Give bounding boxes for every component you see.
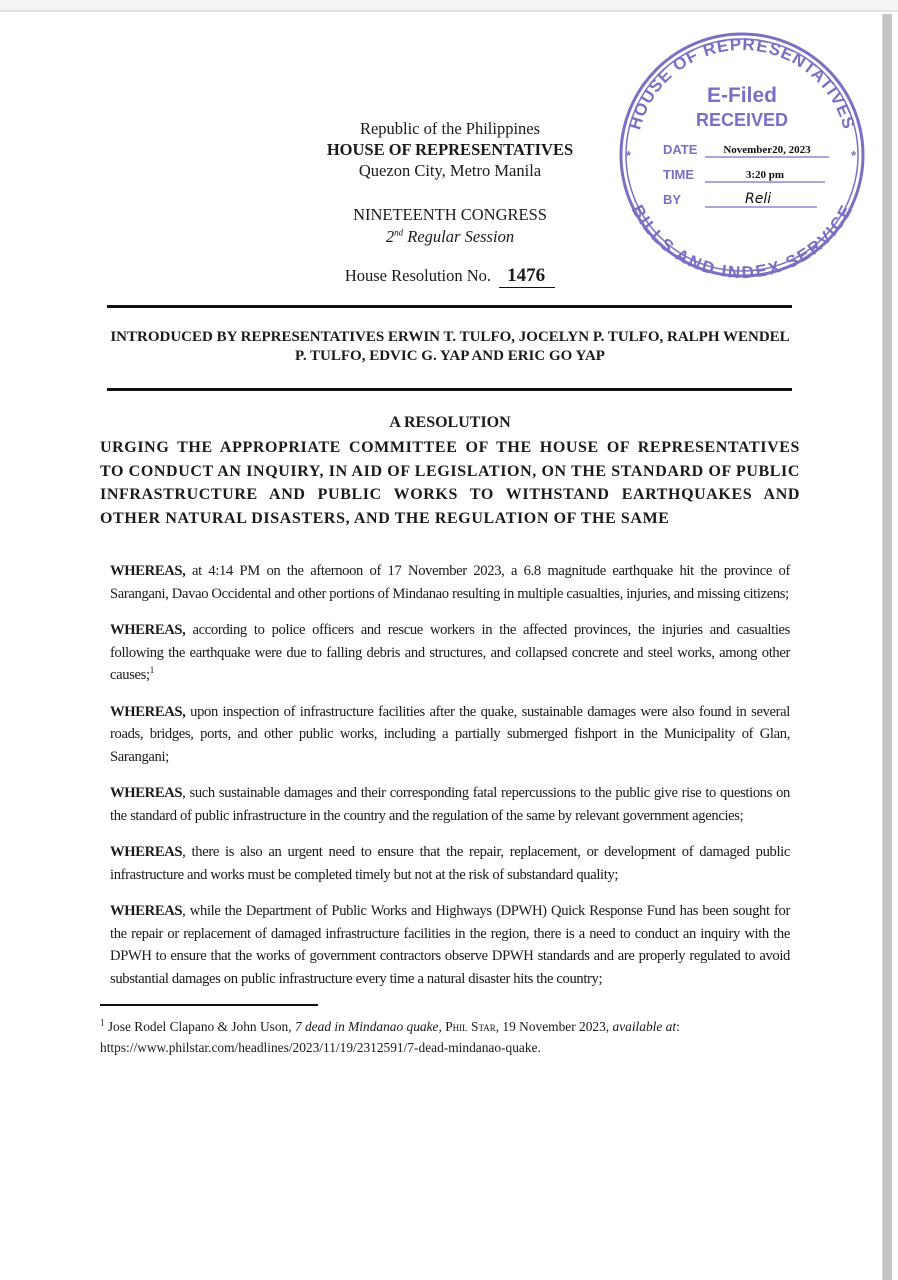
whereas-clause bbox=[110, 900, 790, 990]
republic-line: Republic of the Philippines bbox=[359, 119, 541, 138]
document-head-area bbox=[0, 0, 898, 300]
whereas-text: , such sustainable damages and their corresponding fatal repercussions to the public give rise to questions on the standard of public infrastructure in the country and the regulation of the same by relevant government agencies; bbox=[110, 785, 790, 824]
stamp-date-value: November20, 2023 bbox=[723, 144, 811, 156]
session-suffix: nd bbox=[394, 227, 404, 238]
congress-name: NINETEENTH CONGRESS bbox=[353, 205, 547, 224]
whereas-clause bbox=[110, 619, 790, 687]
received-stamp bbox=[617, 30, 867, 280]
resolution-label: House Resolution No. bbox=[344, 266, 492, 285]
stamp-received: RECEIVED bbox=[695, 110, 789, 130]
session-ordinal: 2 bbox=[385, 227, 395, 246]
whereas-clause bbox=[110, 841, 790, 886]
whereas-lead: WHEREAS bbox=[110, 903, 183, 919]
stamp-bottom-arc-text: BILLS AND INDEX SERVICE bbox=[627, 201, 857, 280]
footnote-number: 1 bbox=[100, 1017, 105, 1028]
whereas-lead: WHEREAS, bbox=[110, 563, 186, 579]
footnote-available: available at bbox=[612, 1018, 677, 1034]
whereas-lead: WHEREAS bbox=[110, 844, 183, 860]
divider-bottom bbox=[107, 388, 792, 391]
introduced-by: INTRODUCED BY REPRESENTATIVES ERWIN T. TULFO, JOCELYN P. TULFO, RALPH WENDEL P. TULFO, EDVIC G. YAP AND ERIC GO YAP bbox=[110, 329, 790, 364]
whereas-clause bbox=[110, 560, 790, 605]
stamp-star-left: * bbox=[626, 148, 632, 163]
footnote-publication: Phil Star bbox=[445, 1018, 496, 1034]
footnote: $^1$ Jose Rodel Clapano & John Uson, 7 dead in Mindanao quake, Phil Star, 19 November 2023, available at: https://www.philstar.com/headlines/2023/11/19/2312591/7-dead-mindanao-quake. bbox=[100, 1017, 680, 1055]
stamp-top-arc-text: HOUSE OF REPRESENTATIVES bbox=[625, 34, 859, 132]
whereas-lead: WHEREAS, bbox=[110, 703, 186, 720]
whereas-text: according to police officers and rescue workers in the affected provinces, the injuries and casualties following the earthquake were due to falling debris and structures, and collapsed concrete and steel works, among other causes; bbox=[110, 622, 790, 683]
footnote-authors: Jose Rodel Clapano & John Uson, bbox=[104, 1018, 295, 1034]
resolution-number: 1476 bbox=[499, 265, 555, 288]
whereas-clauses bbox=[110, 560, 790, 990]
congress-block bbox=[300, 204, 600, 248]
stamp-by-label: BY bbox=[663, 192, 682, 207]
whereas-text: , while the Department of Public Works and Highways (DPWH) Quick Response Fund has been sought for the repair or replacement of damaged infrastructure facilities in the region, there is a need to conduct an inquiry with the DPWH to ensure that the works of government contractors observe DPWH standards and are properly regulated to avoid substantial damages on public infrastructure every time a natural disaster hits the country; bbox=[110, 903, 790, 987]
session-line bbox=[300, 226, 600, 248]
whereas-clause bbox=[110, 782, 790, 827]
whereas-text: at 4:14 PM on the afternoon of 17 November 2023, a 6.8 magnitude earthquake hit the province of Sarangani, Davao Occidental and other portions of Mindanao resulting in multiple casualties, injuries, and missing citizens; bbox=[110, 563, 790, 602]
document-header bbox=[300, 118, 600, 181]
stamp-time-label: TIME bbox=[663, 167, 695, 182]
stamp-date-label: DATE bbox=[663, 142, 698, 157]
footnote-ref[interactable]: 1 bbox=[149, 665, 154, 676]
footnote-article: 7 dead in Mindanao quake bbox=[294, 1018, 439, 1034]
divider-top bbox=[107, 305, 792, 308]
city-line: Quezon City, Metro Manila bbox=[358, 161, 542, 180]
document-body bbox=[0, 305, 898, 1058]
session-text: Regular Session bbox=[403, 227, 515, 246]
whereas-lead: WHEREAS, bbox=[110, 622, 186, 638]
footnote-separator bbox=[100, 1004, 318, 1006]
stamp-star-right: * bbox=[851, 148, 857, 163]
resolution-title: A RESOLUTION bbox=[389, 414, 511, 431]
stamp-efiled: E-Filed bbox=[706, 84, 778, 107]
whereas-lead: WHEREAS bbox=[110, 785, 183, 801]
whereas-text: upon inspection of infrastructure facilities after the quake, sustainable damages were also found in several roads, bridges, ports, and other public works, including a partially submerged fishport in the Municipality of Glan, Sarangani; bbox=[110, 703, 790, 765]
stamp-signature: Reli bbox=[745, 191, 772, 207]
resolution-subject: URGING THE APPROPRIATE COMMITTEE OF THE HOUSE OF REPRESENTATIVES TO CONDUCT AN INQUIRY, IN AID OF LEGISLATION, ON THE STANDARD OF PUBLIC INFRASTRUCTURE AND PUBLIC WORKS TO WITHSTAND EARTHQUAKES AND OTHER NATURAL DISASTERS, AND THE REGULATION OF THE SAME bbox=[100, 439, 800, 527]
footnote-date: , 19 November 2023, bbox=[495, 1018, 613, 1034]
house-line: HOUSE OF REPRESENTATIVES bbox=[326, 140, 574, 159]
resolution-number-line bbox=[300, 265, 600, 288]
footnote-url[interactable]: https://www.philstar.com/headlines/2023/11/19/2312591/7-dead-mindanao-quake. bbox=[100, 1039, 541, 1055]
stamp-time-value: 3:20 pm bbox=[745, 169, 785, 181]
whereas-text: , there is also an urgent need to ensure that the repair, replacement, or development of damaged public infrastructure and works must be completed timely but not at the risk of substandard quality; bbox=[110, 844, 790, 883]
whereas-clause bbox=[110, 701, 790, 769]
